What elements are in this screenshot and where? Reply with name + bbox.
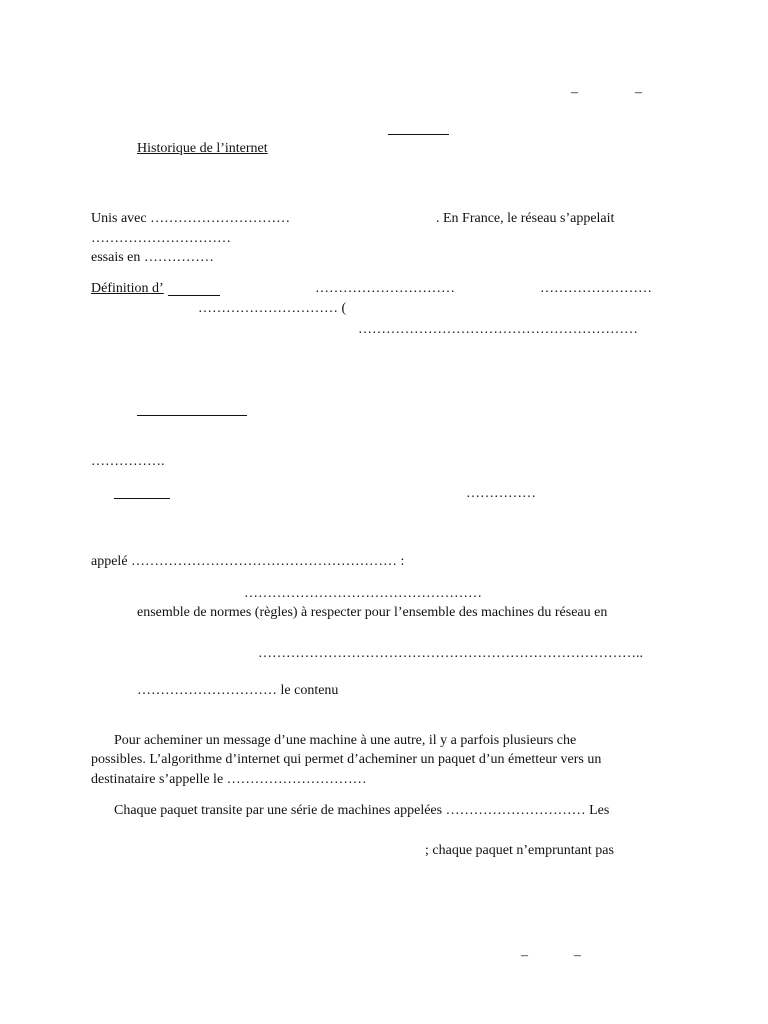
block3-underline-rule bbox=[114, 498, 170, 499]
title-underline-rule bbox=[388, 134, 449, 135]
definition-line2: ………………………… ( bbox=[198, 301, 347, 316]
appele-line3: ensemble de normes (règles) à respecter pour l’ensemble des machines du réseau en bbox=[137, 605, 608, 620]
definition-dots1: ………………………… bbox=[315, 281, 455, 296]
packets-line2: ; chaque paquet n’empruntant pas bbox=[425, 843, 614, 858]
packets-line1: Chaque paquet transite par une série de machines appelées ………………………… Les bbox=[114, 803, 610, 818]
paragraph1-line1-start: Unis avec ………………………… bbox=[91, 211, 291, 226]
definition-dots2: …………………… bbox=[540, 281, 652, 296]
block2-dots: ……………. bbox=[91, 454, 165, 469]
appele-line2: …………………………………………… bbox=[244, 586, 482, 601]
footer-dash-left: – bbox=[521, 948, 528, 963]
routing-line3: destinataire s’appelle le ………………………… bbox=[91, 772, 367, 787]
header-dash-right: – bbox=[635, 85, 642, 100]
definition-line3: …………………………………………………… bbox=[358, 322, 638, 337]
section-underline-rule bbox=[137, 415, 247, 416]
definition-label-underline bbox=[168, 295, 220, 296]
appele-line1: appelé ………………………………………………… : bbox=[91, 554, 405, 569]
paragraph1-line1-end: . En France, le réseau s’appelait bbox=[436, 211, 615, 226]
paragraph1-line3: essais en …………… bbox=[91, 250, 214, 265]
paragraph1-line2: ………………………… bbox=[91, 231, 231, 246]
header-dash-left: – bbox=[571, 85, 578, 100]
appele-line5: ………………………… le contenu bbox=[137, 683, 339, 698]
section-title: Historique de l’internet bbox=[137, 141, 268, 156]
routing-line2: possibles. L’algorithme d’internet qui permet d’acheminer un paquet d’un émetteur vers un bbox=[91, 752, 602, 767]
appele-line4: ……………………………………………………………………….. bbox=[258, 646, 643, 661]
footer-dash-right: – bbox=[574, 948, 581, 963]
block3-dots: …………… bbox=[466, 486, 536, 501]
definition-label: Définition d’ bbox=[91, 281, 164, 296]
routing-line1: Pour acheminer un message d’une machine à une autre, il y a parfois plusieurs che bbox=[114, 733, 577, 748]
